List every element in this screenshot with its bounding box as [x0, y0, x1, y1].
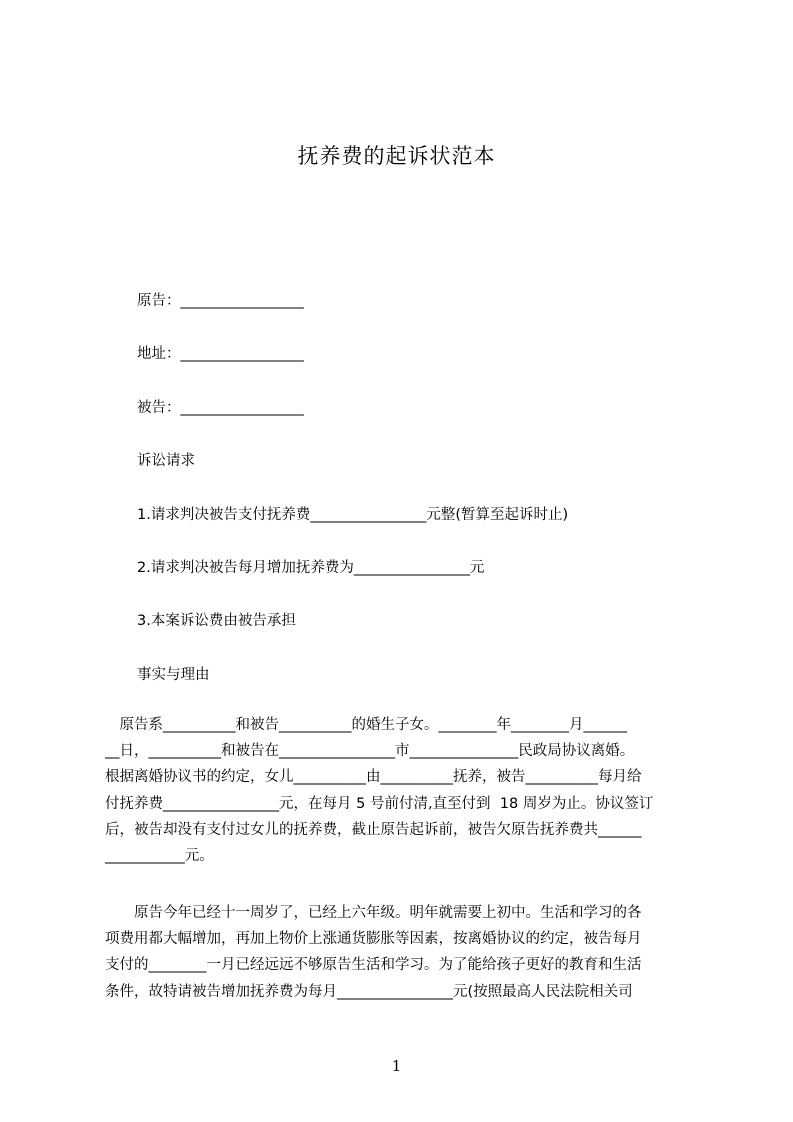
paragraph-line: __日，__________和被告在________________市_______________民政局协议离婚。 — [105, 743, 635, 760]
defendant-field: 被告：_________________ — [137, 400, 304, 416]
facts-heading: 事实与理由 — [137, 667, 210, 683]
paragraph-line: 后，被告却没有支付过女儿的抚养费，截止原告起诉前，被告欠原告抚养费共______ — [105, 821, 642, 838]
claim-item-3: 3.本案诉讼费由被告承担 — [137, 613, 296, 629]
document-title: 抚养费的起诉状范本 — [297, 144, 496, 168]
claim-item-2: 2.请求判决被告每月增加抚养费为________________元 — [137, 560, 485, 576]
paragraph-line: 原告今年已经十一周岁了，已经上六年级。明年就需要上初中。生活和学习的各 — [105, 905, 642, 921]
paragraph-line: 项费用都大幅增加，再加上物价上涨通货膨胀等因素，按离婚协议的约定，被告每月 — [105, 931, 642, 948]
paragraph-line: ___________元。 — [105, 847, 214, 864]
paragraph-line: 条件，故特请被告增加抚养费为每月________________元(按照最高人民法院相关司 — [105, 983, 633, 1000]
claims-heading: 诉讼请求 — [137, 453, 195, 469]
paragraph-line: 根据离婚协议书的约定，女儿__________由__________抚养，被告__________每月给 — [105, 769, 642, 786]
facts-paragraph-2 — [105, 900, 697, 1005]
page-number: 1 — [391, 1057, 402, 1075]
plaintiff-field: 原告：_________________ — [137, 293, 304, 309]
facts-paragraph-1 — [105, 712, 697, 869]
paragraph-line: 付抚养费________________元，在每月 5 号前付清,直至付到 18 周岁为止。协议签订 — [105, 795, 654, 812]
paragraph-line: 原告系__________和被告__________的婚生子女。________年________月______ — [105, 717, 627, 733]
paragraph-line: 支付的________一月已经远远不够原告生活和学习。为了能给孩子更好的教育和生活 — [105, 957, 642, 974]
claim-item-1: 1.请求判决被告支付抚养费________________元整(暂算至起诉时止) — [137, 507, 569, 523]
address-field: 地址：_________________ — [137, 346, 304, 362]
